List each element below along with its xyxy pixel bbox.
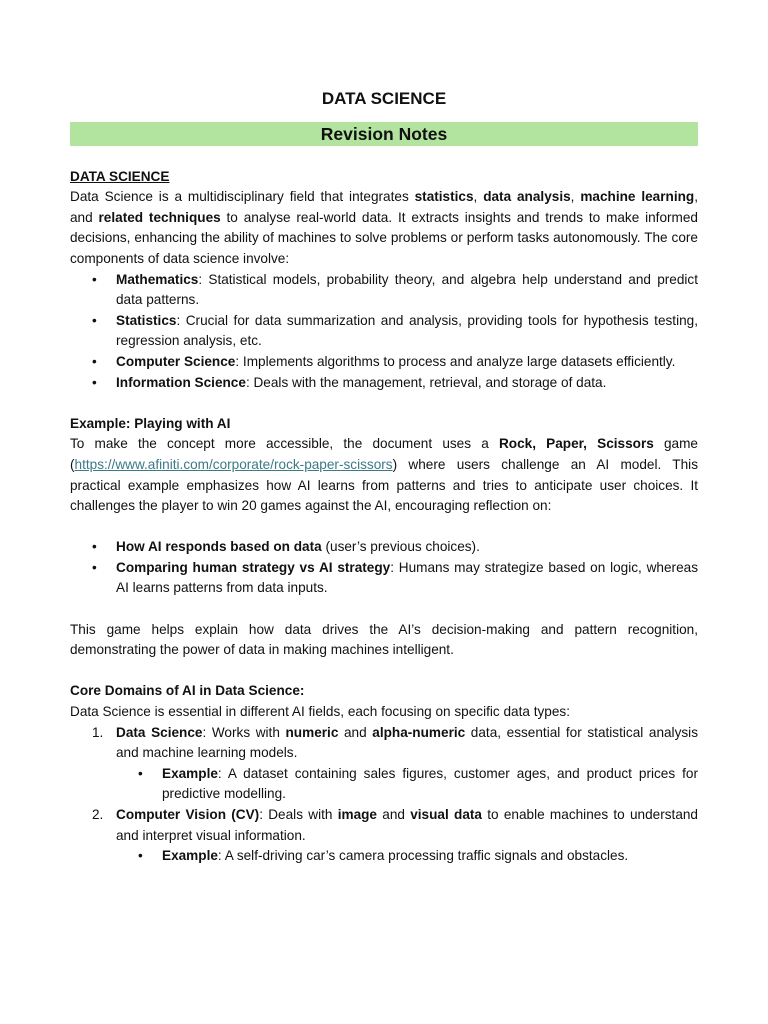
- list-item: [70, 270, 698, 311]
- intro-bold: data analysis: [483, 189, 571, 205]
- core-domains-intro: Data Science is essential in different AI fields, each focusing on specific data types:: [70, 704, 570, 720]
- intro-text: Data Science is a multidisciplinary field that integrates: [70, 189, 415, 205]
- domain-text: data, essential for statistical analysis and machine learning models.: [116, 724, 698, 761]
- point-term: Comparing human strategy vs AI strategy: [116, 559, 391, 575]
- list-item: [70, 558, 698, 599]
- domain-bold: visual data: [410, 807, 482, 822]
- example-paragraph: [70, 434, 698, 516]
- component-term: Computer Science: [116, 353, 236, 369]
- spacer: [70, 517, 698, 538]
- domain-text: : Works with: [202, 724, 286, 740]
- intro-text: to analyse real-world data. It extracts insights and trends to make informed decisions, enhancing the ability of machines to solve problems or perform tasks autonomously. The core components of data science involve:: [70, 209, 698, 266]
- domain-text: : Deals with: [259, 807, 338, 822]
- component-desc: : Statistical models, probability theory, and algebra help understand and predict data patterns.: [116, 271, 698, 308]
- domain-bold: image: [337, 807, 377, 822]
- item-number: 2.: [92, 807, 104, 822]
- list-item: [70, 537, 698, 558]
- game-summary-paragraph: This game helps explain how data drives the AI’s decision-making and pattern recognition, demonstrating the power of data in making machines intelligent.: [70, 621, 698, 658]
- components-list: [70, 270, 698, 394]
- section-heading-example: Example: Playing with AI: [70, 415, 231, 431]
- domain-bold: numeric: [285, 724, 339, 740]
- list-item: [70, 311, 698, 352]
- spacer: [70, 393, 698, 414]
- domain-term: Computer Vision (CV): [116, 807, 260, 822]
- intro-bold: statistics: [414, 189, 474, 205]
- domains-list: [70, 723, 698, 867]
- example-desc: : A self-driving car’s camera processing traffic signals and obstacles.: [217, 848, 629, 864]
- intro-bold: related techniques: [98, 209, 221, 225]
- domain-text: to enable machines to understand and interpret visual information.: [116, 807, 698, 843]
- item-number: 1.: [92, 724, 104, 740]
- point-desc: (user’s previous choices).: [321, 539, 480, 555]
- domain-text: and: [377, 807, 411, 822]
- domain-term: Data Science: [116, 724, 203, 740]
- point-desc: : Humans may strategize based on logic, whereas AI learns patterns from data inputs.: [116, 559, 698, 596]
- example-text: ) where users challenge an AI model. This practical example emphasizes how AI learns from patterns and tries to anticipate user choices. It challenges the player to win 20 games against the AI, encouraging reflection on:: [70, 456, 698, 514]
- spacer: [70, 599, 698, 620]
- data-science-intro: [70, 187, 698, 269]
- component-term: Statistics: [116, 312, 177, 328]
- spacer: [70, 146, 698, 167]
- example-bold: Rock, Paper, Scissors: [498, 436, 654, 452]
- example-label: Example: [162, 848, 218, 864]
- rock-paper-scissors-link[interactable]: https://www.afiniti.com/corporate/rock-paper-scissors: [74, 456, 393, 472]
- component-desc: : Deals with the management, retrieval, and storage of data.: [245, 374, 607, 390]
- domain-text: and: [338, 724, 373, 740]
- example-label: Example: [162, 765, 218, 781]
- intro-text: ,: [570, 189, 581, 205]
- example-sublist: [116, 764, 698, 805]
- reflection-points-list: [70, 537, 698, 599]
- section-heading-core-domains: Core Domains of AI in Data Science:: [70, 683, 305, 699]
- component-desc: : Crucial for data summarization and analysis, providing tools for hypothesis testing, regression analysis, etc.: [116, 312, 698, 349]
- point-term: How AI responds based on data: [116, 539, 322, 555]
- domain-bold: alpha-numeric: [372, 724, 466, 740]
- list-item: [70, 723, 698, 805]
- example-desc: : A dataset containing sales figures, customer ages, and product prices for predictive modelling.: [162, 765, 698, 802]
- intro-bold: machine learning: [580, 189, 695, 205]
- example-text: To make the concept more accessible, the document uses a: [70, 436, 499, 452]
- spacer: [70, 661, 698, 682]
- list-item: [116, 764, 698, 805]
- component-desc: : Implements algorithms to process and analyze large datasets efficiently.: [235, 353, 676, 369]
- document-title: DATA SCIENCE: [321, 89, 447, 108]
- list-item: [70, 805, 698, 867]
- list-item: [70, 373, 698, 394]
- list-item: [70, 352, 698, 373]
- document-page: [70, 88, 698, 867]
- section-heading-data-science: DATA SCIENCE: [70, 168, 170, 184]
- component-term: Mathematics: [116, 271, 199, 287]
- intro-text: ,: [473, 189, 484, 205]
- component-term: Information Science: [116, 374, 246, 390]
- intro-text: , and: [70, 189, 698, 225]
- list-item: [116, 846, 698, 867]
- example-text: game (: [70, 436, 698, 472]
- example-sublist: [116, 846, 698, 867]
- revision-notes-banner: Revision Notes: [70, 122, 698, 146]
